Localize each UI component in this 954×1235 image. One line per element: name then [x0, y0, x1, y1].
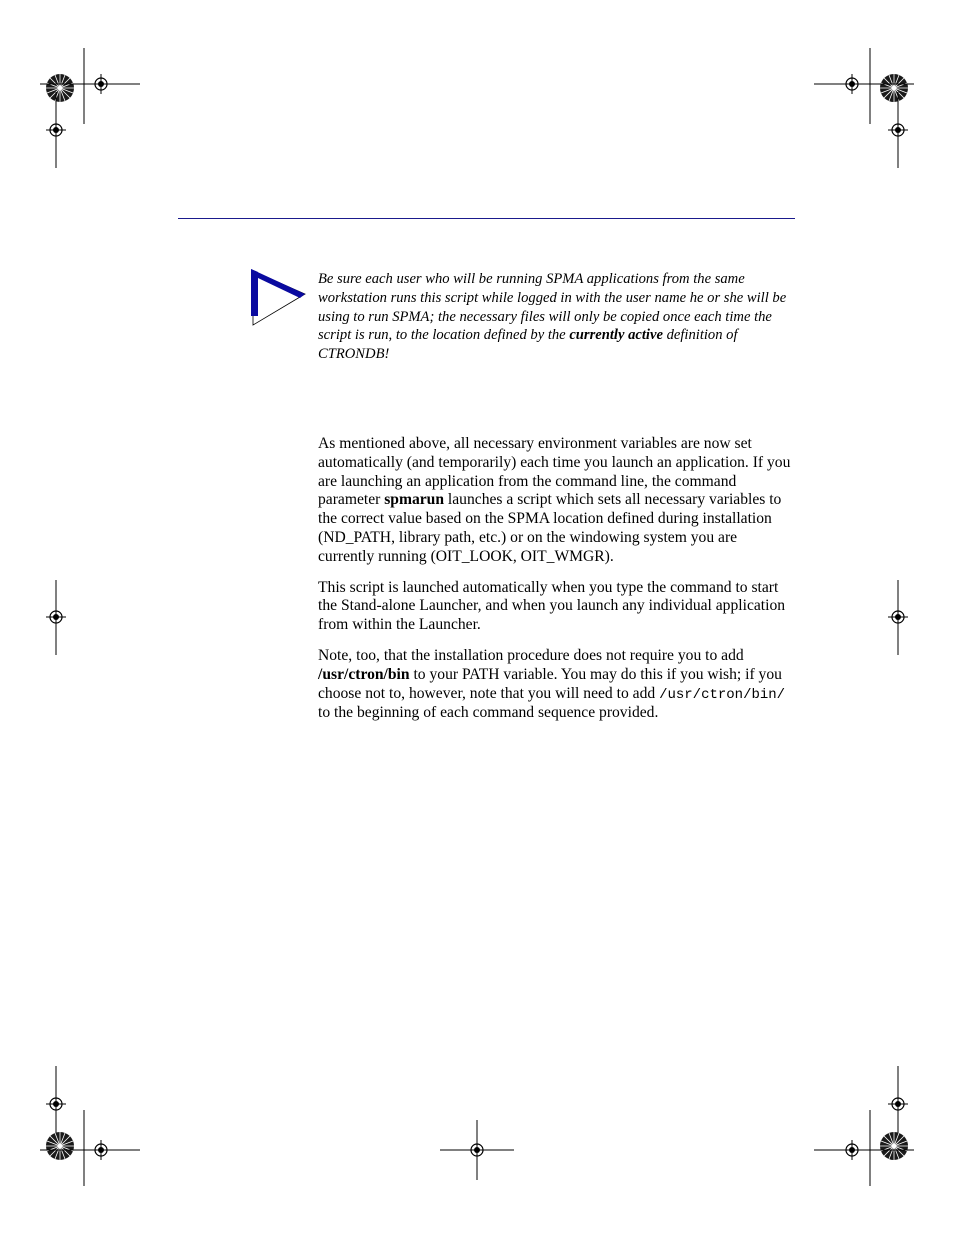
body-text — [318, 435, 796, 735]
path-bold: /usr/ctron/bin — [318, 665, 410, 683]
path-mono: /usr/ctron/bin/ — [659, 686, 786, 703]
paragraph-script-launch — [318, 579, 796, 635]
command-spmarun: spmarun — [384, 491, 445, 509]
note-text-part1: Be sure each user who will be running SPMA applications from the same workstation runs this script while logged in with the user name he or she will be using to run SPMA; the necessary files will only be copied once each time the script is run, to the location defined by the — [318, 271, 787, 344]
paragraph2-text: This script is launched automatically when you type the command to start the Stand-alone Launcher, and when you launch any individual application from within the Launcher. — [318, 578, 786, 634]
note-arrow-icon — [250, 268, 308, 328]
paragraph1-part2: launches a script which sets all necessary variables to the correct value based on the SPMA location defined during installation (ND_PATH, library path, etc.) or on the windowing system you are currently running (OIT_LOOK, OIT_WMGR). — [318, 491, 782, 565]
paragraph3-part3: to the beginning of each command sequence provided. — [318, 704, 659, 722]
note-text — [318, 270, 796, 364]
note-text-part2: definition of CTRONDB! — [318, 327, 738, 363]
paragraph3-part2: to your PATH variable. You may do this if you wish; if you choose not to, however, note that you will need to add — [318, 665, 782, 702]
paragraph-environment-variables — [318, 435, 796, 567]
note-emphasis: currently active — [569, 327, 663, 344]
paragraph1-part1: As mentioned above, all necessary environment variables are now set automatically (and temporarily) each time you launch an application. If you are launching an application from the command line, the command parameter — [318, 435, 791, 509]
paragraph-path-note — [318, 647, 796, 723]
paragraph3-part1: Note, too, that the installation procedure does not require you to add — [318, 646, 744, 664]
header-rule — [178, 218, 795, 219]
